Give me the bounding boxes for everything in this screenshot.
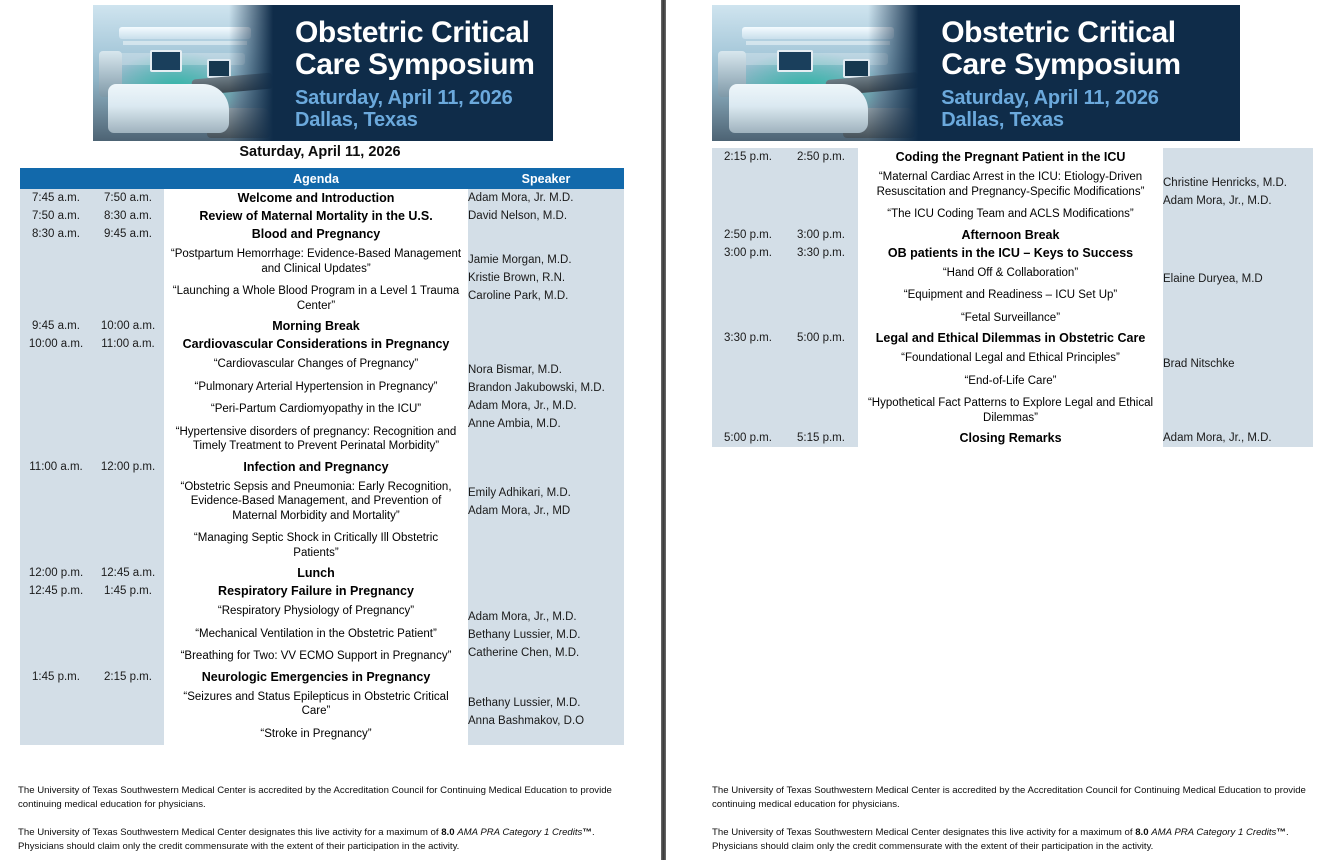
cell-end-time: 2:50 p.m. <box>784 148 858 226</box>
cell-end-time: 8:30 a.m. <box>92 207 164 225</box>
speaker-spacer <box>468 582 624 608</box>
photo-monitor-icon-right <box>777 50 813 72</box>
session-subtopic: “Maternal Cardiac Arrest in the ICU: Etiology-Driven Resuscitation and Pregnancy-Specific Modifications” <box>876 171 1145 198</box>
banner-subtitle-right <box>941 87 1230 132</box>
speaker-spacer <box>468 225 624 251</box>
accreditation-paragraph-2 <box>18 826 618 854</box>
speaker-name: Nora Bismar, M.D. <box>468 364 562 376</box>
cell-agenda <box>164 564 468 582</box>
speaker-name: Adam Mora, Jr., M.D. <box>1163 195 1272 207</box>
session-title: Welcome and Introduction <box>237 191 395 205</box>
cell-start-time: 7:50 a.m. <box>20 207 92 225</box>
speaker-name: Adam Mora, Jr., M.D. <box>468 400 577 412</box>
cell-agenda <box>164 225 468 317</box>
session-title: Neurologic Emergencies in Pregnancy <box>201 669 431 684</box>
cell-end-time: 9:45 a.m. <box>92 225 164 317</box>
session-subtopic: “Pulmonary Arterial Hypertension in Pregnancy” <box>194 380 438 393</box>
credits-trailing-text: . Physicians should claim only the credit commensurate with the extent of their participation in the activity. <box>18 826 595 852</box>
table-row <box>712 148 1313 226</box>
speaker-name: Christine Henricks, M.D. <box>1163 177 1287 189</box>
cell-speaker <box>468 189 624 207</box>
cell-start-time: 11:00 a.m. <box>20 458 92 565</box>
session-subtopic: “End-of-Life Care” <box>964 374 1057 387</box>
photo-monitor-icon <box>150 50 182 72</box>
credits-trademark-right: ™ <box>1276 826 1286 838</box>
session-subtopic: “Hypertensive disorders of pregnancy: Recognition and Timely Treatment to Prevent Perinatal Morbidity” <box>175 425 457 452</box>
cell-speaker <box>468 668 624 746</box>
cell-end-time: 7:50 a.m. <box>92 189 164 207</box>
session-subtopic: “Hypothetical Fact Patterns to Explore Legal and Ethical Dilemmas” <box>867 397 1154 424</box>
cell-agenda <box>164 582 468 668</box>
session-subtopic: “Stroke in Pregnancy” <box>260 727 372 740</box>
banner-title-line1: Obstetric Critical <box>295 16 530 49</box>
table-row <box>20 582 624 668</box>
session-title: Legal and Ethical Dilemmas in Obstetric Care <box>875 331 1146 345</box>
credits-label: AMA PRA Category 1 Credits <box>457 826 583 838</box>
speaker-spacer <box>1163 329 1313 355</box>
cell-speaker <box>468 317 624 335</box>
session-subtopic: “Respiratory Physiology of Pregnancy” <box>217 605 415 617</box>
table-row <box>712 226 1313 244</box>
cell-speaker <box>1163 226 1313 244</box>
speaker-name: Bethany Lussier, M.D. <box>468 629 581 641</box>
cell-agenda <box>858 244 1163 330</box>
session-subtopic: “Hand Off & Collaboration” <box>942 266 1079 279</box>
speaker-spacer <box>1163 244 1313 270</box>
table-row <box>712 244 1313 330</box>
cell-start-time: 5:00 p.m. <box>712 429 784 447</box>
session-subtopic: “Postpartum Hemorrhage: Evidence-Based Management and Clinical Updates” <box>170 248 462 275</box>
col-header-agenda: Agenda <box>164 168 468 189</box>
page-title: Saturday, April 11, 2026 <box>239 144 401 160</box>
col-header-end-time <box>92 168 164 189</box>
cell-start-time: 3:00 p.m. <box>712 244 784 330</box>
cell-start-time: 3:30 p.m. <box>712 329 784 429</box>
speaker-name: Elaine Duryea, M.D <box>1163 272 1263 285</box>
page-left <box>0 0 655 860</box>
session-subtopic: “Mechanical Ventilation in the Obstetric Patient” <box>195 627 437 640</box>
session-subtopic: “Breathing for Two: VV ECMO Support in Pregnancy” <box>180 650 452 662</box>
cell-speaker <box>1163 244 1313 330</box>
cell-end-time: 5:00 p.m. <box>784 329 858 429</box>
cell-agenda <box>164 668 468 746</box>
credits-amount: 8.0 <box>441 826 458 838</box>
cell-start-time: 10:00 a.m. <box>20 335 92 458</box>
banner-subtitle-left <box>295 87 543 132</box>
speaker-name: Adam Mora, Jr., M.D. <box>1163 432 1272 444</box>
page-divider <box>661 0 666 860</box>
cell-agenda <box>858 329 1163 429</box>
session-subtopic: “Seizures and Status Epilepticus in Obstetric Critical Care” <box>183 690 449 717</box>
session-subtopic: “Managing Septic Shock in Critically Ill Obstetric Patients” <box>193 532 439 559</box>
session-subtopic: “Equipment and Readiness – ICU Set Up” <box>903 289 1118 301</box>
session-title: Review of Maternal Mortality in the U.S. <box>199 209 433 223</box>
cell-start-time: 2:50 p.m. <box>712 226 784 244</box>
cell-speaker <box>468 335 624 458</box>
cell-agenda <box>164 189 468 207</box>
credits-amount-right: 8.0 <box>1135 826 1152 838</box>
banner-location: Dallas, Texas <box>295 108 418 131</box>
agenda-table-body-right <box>712 148 1313 447</box>
cell-speaker <box>1163 429 1313 447</box>
speaker-name: David Nelson, M.D. <box>468 210 568 222</box>
table-row <box>20 668 624 746</box>
cell-start-time: 9:45 a.m. <box>20 317 92 335</box>
session-title: Blood and Pregnancy <box>251 227 381 241</box>
cell-agenda <box>164 207 468 225</box>
photo-equipment-cart <box>99 51 123 97</box>
credits-label-right: AMA PRA Category 1 Credits <box>1151 826 1277 838</box>
cell-agenda <box>858 148 1163 226</box>
table-row <box>20 189 624 207</box>
session-title: Respiratory Failure in Pregnancy <box>218 584 414 598</box>
accreditation-paragraph-1: The University of Texas Southwestern Medical Center is accredited by the Accreditation Council for Continuing Medical Education to provide continuing medical education for physicians. <box>18 785 612 810</box>
cell-end-time: 12:00 p.m. <box>92 458 164 565</box>
cell-end-time: 5:15 p.m. <box>784 429 858 447</box>
banner-text-right <box>923 5 1240 141</box>
speaker-name: Brandon Jakubowski, M.D. <box>468 382 605 394</box>
cell-speaker <box>468 564 624 582</box>
cell-start-time: 8:30 a.m. <box>20 225 92 317</box>
session-subtopic: “Obstetric Sepsis and Pneumonia: Early Recognition, Evidence-Based Management, and Prevention of Maternal Morbidity and Mortality” <box>180 480 452 522</box>
table-row <box>712 329 1313 429</box>
session-title: Lunch <box>297 566 335 580</box>
session-title: Closing Remarks <box>959 431 1062 445</box>
table-row <box>20 207 624 225</box>
speaker-name: Adam Mora, Jr., MD <box>468 504 571 517</box>
cell-speaker <box>468 207 624 225</box>
session-subtopic: “Cardiovascular Changes of Pregnancy” <box>213 358 419 370</box>
cell-agenda <box>858 429 1163 447</box>
speaker-name: Adam Mora, Jr., M.D. <box>468 611 577 623</box>
credits-lead-text: The University of Texas Southwestern Medical Center designates this live activity for a maximum of <box>18 826 442 838</box>
cell-agenda <box>164 335 468 458</box>
col-header-speaker: Speaker <box>468 168 624 189</box>
cell-agenda <box>164 317 468 335</box>
banner-title-left <box>295 17 543 81</box>
credits-trademark: ™ <box>582 826 592 838</box>
cell-speaker <box>468 582 624 668</box>
banner-title-line2: Care Symposium <box>295 47 535 81</box>
session-subtopic: “Peri-Partum Cardiomyopathy in the ICU” <box>210 403 422 415</box>
speaker-name: Jamie Morgan, M.D. <box>468 254 572 266</box>
cell-start-time: 1:45 p.m. <box>20 668 92 746</box>
cell-start-time: 12:00 p.m. <box>20 564 92 582</box>
speaker-name: Caroline Park, M.D. <box>468 290 569 302</box>
cell-end-time: 2:15 p.m. <box>92 668 164 746</box>
credits-trailing-text-right: . Physicians should claim only the credit commensurate with the extent of their participation in the activity. <box>712 826 1289 852</box>
banner-title-line2-right: Care Symposium <box>941 47 1181 81</box>
agenda-table-body-left <box>20 189 624 745</box>
icu-room-photo-right <box>712 5 923 141</box>
table-row <box>20 458 624 565</box>
speaker-name: Adam Mora, Jr. M.D. <box>468 192 574 204</box>
banner-title-right <box>941 17 1230 81</box>
cell-end-time: 3:00 p.m. <box>784 226 858 244</box>
speaker-name: Anne Ambia, M.D. <box>468 418 561 430</box>
cell-start-time: 12:45 p.m. <box>20 582 92 668</box>
speaker-name: Anna Bashmakov, D.O <box>468 714 585 727</box>
speaker-name: Kristie Brown, R.N. <box>468 272 566 284</box>
col-header-start-time <box>20 168 92 189</box>
cell-agenda <box>858 226 1163 244</box>
session-subtopic: “Foundational Legal and Ethical Principles” <box>901 352 1120 364</box>
banner-date-right: Saturday, April 11, 2026 <box>941 86 1159 109</box>
session-title: Afternoon Break <box>961 227 1060 242</box>
cell-agenda <box>164 458 468 565</box>
accreditation-paragraph-1-right: The University of Texas Southwestern Medical Center is accredited by the Accreditation Council for Continuing Medical Education to provide continuing medical education for physicians. <box>712 785 1306 810</box>
cell-speaker <box>468 458 624 565</box>
accreditation-footer-right <box>712 784 1312 868</box>
speaker-name: Bethany Lussier, M.D. <box>468 696 581 709</box>
cell-speaker <box>1163 329 1313 429</box>
cell-speaker <box>468 225 624 317</box>
cell-end-time: 1:45 p.m. <box>92 582 164 668</box>
photo-fade-overlay-right <box>868 5 923 141</box>
speaker-name: Emily Adhikari, M.D. <box>468 486 571 499</box>
session-subtopic: “Launching a Whole Blood Program in a Level 1 Trauma Center” <box>172 285 460 312</box>
banner-title-line1-right: Obstetric Critical <box>941 16 1176 49</box>
session-title: OB patients in the ICU – Keys to Success <box>887 245 1134 260</box>
agenda-table-header-row <box>20 168 624 189</box>
session-title: Infection and Pregnancy <box>243 459 389 474</box>
photo-equipment-cart-right <box>718 51 745 97</box>
banner-text-left <box>277 5 553 141</box>
accreditation-footer-left <box>18 784 618 868</box>
session-title: Morning Break <box>272 319 360 333</box>
cell-start-time: 2:15 p.m. <box>712 148 784 226</box>
agenda-table-left <box>20 168 624 745</box>
speaker-spacer <box>468 668 624 694</box>
banner-location-right: Dallas, Texas <box>941 108 1064 131</box>
table-row <box>20 225 624 317</box>
event-banner-right <box>712 5 1240 141</box>
table-row <box>20 317 624 335</box>
cell-speaker <box>1163 148 1313 226</box>
event-banner-left <box>93 5 553 141</box>
agenda-table-right <box>712 148 1313 447</box>
speaker-name: Catherine Chen, M.D. <box>468 647 580 659</box>
session-title: Cardiovascular Considerations in Pregnancy <box>182 337 450 351</box>
session-subtopic: “The ICU Coding Team and ACLS Modifications” <box>887 208 1134 220</box>
cell-end-time: 11:00 a.m. <box>92 335 164 458</box>
speaker-spacer <box>1163 148 1313 174</box>
speaker-spacer <box>468 458 624 484</box>
session-subtopic: “Fetal Surveillance” <box>960 311 1061 324</box>
cell-end-time: 3:30 p.m. <box>784 244 858 330</box>
cell-end-time: 10:00 a.m. <box>92 317 164 335</box>
table-row <box>712 429 1313 447</box>
banner-date: Saturday, April 11, 2026 <box>295 86 513 109</box>
icu-room-photo <box>93 5 277 141</box>
speaker-name: Brad Nitschke <box>1163 358 1235 370</box>
cell-start-time: 7:45 a.m. <box>20 189 92 207</box>
credits-lead-text-right: The University of Texas Southwestern Medical Center designates this live activity for a maximum of <box>712 826 1136 838</box>
table-row <box>20 564 624 582</box>
speaker-spacer <box>468 335 624 361</box>
session-title: Coding the Pregnant Patient in the ICU <box>895 150 1126 164</box>
cell-end-time: 12:45 a.m. <box>92 564 164 582</box>
accreditation-paragraph-2-right <box>712 826 1312 854</box>
photo-fade-overlay <box>229 5 277 141</box>
table-row <box>20 335 624 458</box>
